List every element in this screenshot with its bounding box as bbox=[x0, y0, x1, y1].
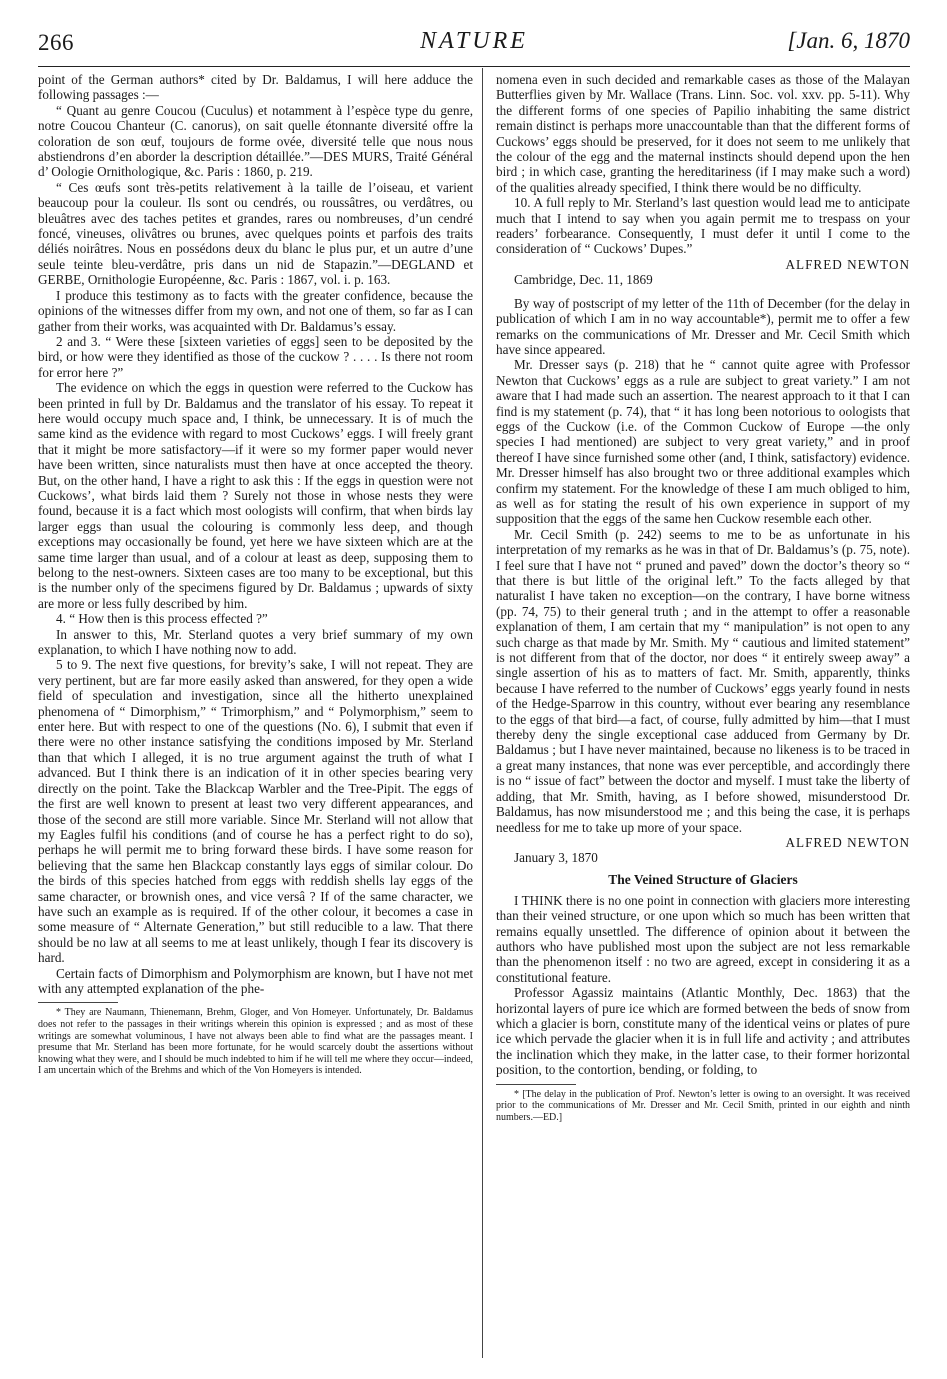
paragraph: Certain facts of Dimorphism and Polymorphism are known, but I have not met with any attempted explanation of the phe- bbox=[38, 965, 473, 996]
paragraph: I produce this testimony as to facts with the greater confidence, because the opinions of the witnesses differ from my own, and not one of them, so far as I can gather from their works, was acquainted with Dr. Baldamus’s essay. bbox=[38, 287, 473, 334]
paragraph: The evidence on which the eggs in question were referred to the Cuckow has been printed in full by Dr. Baldamus and the translator of his essay. To repeat it here would occupy much space and, I think, be unnecessary. It is of much the same kind as the evidence with regard to most Cuckows’ eggs. I will freely grant that it might be more satisfactory—if it were so my former paper would never have been written, since naturalists must then have at once accepted the theory. But, on the other hand, I have a right to ask this : If the eggs in question were not Cuckows’, what birds laid them ? Surely not those in whose nests they were found, because it is a fact which most oologists will confirm, that when birds lay larger eggs than usual the colouring is commonly less deep, and though exceptions may occasionally be found, yet here we have sixteen which are at the same time larger than usual, and of a colour at least as deep, supposing them to belong to the nest-owners. Sixteen cases are too many to be exceptional, but this is the number only of the specimens figured by Dr. Baldamus ; upwards of sixty are more or less fully described by him. bbox=[38, 380, 473, 611]
signature: ALFRED NEWTON bbox=[785, 834, 910, 850]
paragraph: point of the German authors* cited by Dr. Baldamus, I will here adduce the following passages :— bbox=[38, 72, 473, 103]
article-paragraph: I THINK there is no one point in connection with glaciers more interesting than their veined structure, or one upon which so much has been written that remains equally unsettled. The difference of opinion about it between the authors who have published most upon the subject are not less remarkable than the phenomenon itself : no two are agreed, except in considering it as a constitutional feature. bbox=[496, 892, 910, 985]
quote-des-murs: “ Quant au genre Coucou (Cuculus) et notamment à l’espèce type du genre, notre Coucou Chanteur (C. canorus), on sait quelle étonnante diversité offre la coloration de son œuf, toujours de forme ovée, diversité telle que nous nous abstiendrons d’en aborder la description détaillée.”—DES MURS, Traité Général d’ Oologie Ornithologique, &c. Paris : 1860, p. 219. bbox=[38, 102, 473, 180]
article-title: The Veined Structure of Glaciers bbox=[608, 871, 798, 887]
right-footnote bbox=[496, 1089, 910, 1124]
paragraph: nomena even in such decided and remarkable cases as those of the Malayan Butterflies given by Mr. Wallace (Trans. Linn. Soc. vol. xxv. pp. 5-11). Why the different forms of one species of Papilio inhabiting the same district remain distinct is perhaps more unaccountable than that the different forms of Cuckows’ eggs should be preserved, for it does not seem to me unlikely that the colour of the egg and the maternal instincts should depend upon the hen bird ; in which case, granting the hereditariness (if I may make such a word) of the qualities already specified, I think there would be no difficulty. bbox=[496, 72, 910, 195]
paragraph: Mr. Cecil Smith (p. 242) seems to me to be as unfortunate in his interpretation of my remarks as he was in that of Dr. Baldamus’s (p. 75, note). I feel sure that I have not “ pruned and paved” down the doctor’s theory so “ that there is but little of the original left.” To the facts alleged by that naturalist I have taken no exception—on the contrary, I have borne witness (pp. 74, 75) to their general truth ; and in the attempt to offer a reasonable explanation of them, I am certain that my “ manipulation” is not open to any such charge as that made by Mr. Smith. My “ cautious and limited statement” is not different from that of the doctor, nor does “ it entirely sweep away” a single assertion of his as to matters of fact. Mr. Smith, apparently, thinks because I have referred to the number of Cuckows’ eggs yearly found in nests of the Hedge-Sparrow in this country, without ever bearing any resemblance to the eggs of that bird—a fact, of course, fully admitted by him—that I must thereby deny the single exceptional case adduced from Germany by Dr. Baldamus ; but I have never maintained, because no likeness is to be traced in a great many instances, that none was ever perceptible, and accordingly there is no “ issue of fact” between the doctor and myself. I must take the liberty of adding, that Mr. Smith, having, as I before showed, misunderstood Dr. Baldamus, has now misunderstood me ; and this being the case, it is perhaps needless for me to take up more of your space. bbox=[496, 526, 910, 835]
left-column bbox=[38, 72, 473, 1077]
footnote-rule bbox=[496, 1084, 576, 1085]
question-4: 4. “ How then is this process effected ?” bbox=[56, 611, 268, 627]
signature: ALFRED NEWTON bbox=[785, 256, 910, 272]
footnote-rule bbox=[38, 1002, 118, 1003]
questions-5-9: 5 to 9. The next five questions, for brevity’s sake, I will not repeat. They are very pertinent, but are far more easily asked than answered, for they open a wide field of speculation and investigation, since all the hitherto unexplained phenomena of “ Dimorphism,” “ Trimorphism,” and “ Polymorphism,” seem to enter here. But with respect to one of the questions (No. 6), I submit that even if there were no other instance satisfying the conditions imposed by Mr. Sterland than that which I alleged, it is no true argument against the truth of what I advanced. But I think there is an indication of it in other species bearing very directly on the point. Take the Blackcap Warbler and the Tree-Pipit. The eggs of the first are well known to present at least two very different appearances, and those of the second are still more variable. Since Mr. Sterland will not allow that my Eagles fulfil his conditions (and of course he has a perfect right to do so), perhaps he will permit me to bring forward these birds. I have some reason for believing that the same hen Blackcap constantly lays eggs of similar colour. Do the birds of this species hatched from eggs with reddish shells lay eggs of the same character, or brownish ones, and vice versâ ? If of the same character, we have such an example as is required. If of the other colour, it becomes a case in some measure of “ Alternate Generation,” but still reducible to a law. That there should be no law at all seems to me at least unlikely, though I fear its discovery is hard. bbox=[38, 657, 473, 966]
right-column bbox=[496, 72, 910, 1123]
paragraph: 10. A full reply to Mr. Sterland’s last question would lead me to anticipate much that I intend to say when you again permit me to trespass on your readers’ forbearance. Consequently, I must defer it until I come to the consideration of “ Cuckows’ Dupes.” bbox=[496, 195, 910, 257]
postscript-paragraph: By way of postscript of my letter of the 11th of December (for the delay in publication of which I am in no way accountable*), permit me to offer a few remarks on the communications of Mr. Dresser and Mr. Cecil Smith which have since appeared. bbox=[496, 295, 910, 357]
header-rule bbox=[38, 66, 910, 67]
page-header bbox=[38, 24, 910, 64]
column-divider bbox=[482, 68, 483, 1358]
issue-date: [Jan. 6, 1870 bbox=[787, 28, 910, 53]
journal-title: NATURE bbox=[420, 28, 528, 54]
paragraph: In answer to this, Mr. Sterland quotes a very brief summary of my own explanation, to which I have nothing now to add. bbox=[38, 626, 473, 658]
question-2-3: 2 and 3. “ Were these [sixteen varieties of eggs] seen to be deposited by the bird, or how were they identified as those of the cuckow ? . . . . Is there not room for error here ?” bbox=[38, 333, 473, 380]
dateline: Cambridge, Dec. 11, 1869 bbox=[514, 272, 653, 288]
quote-degland-gerbe: “ Ces œufs sont très-petits relativement à la taille de l’oiseau, et varient beaucoup pour la couleur. Ils sont ou cendrés, ou roussâtres, ou verdâtres, ou bleuâtres avec des taches petites et grandes, rares ou nombreuses, d’un cendré foncé, vineuses, olivâtres ou brunes, avec quelques points et parfois des traits déliés noirâtres. Nous en possédons deux du blanc le plus pur, et un autre d’une seule teinte bleu-verdâtre, pris dans un nid de Stapazin.”—DEGLAND et GERBE, Ornithologie Européenne, &c. Paris : 1867, vol. i. p. 163. bbox=[38, 179, 473, 288]
paragraph: Mr. Dresser says (p. 218) that he “ cannot quite agree with Professor Newton that Cuckows’ eggs as a rule are subject to great variety.” I am not aware that I had made such an assertion. The nearest approach to it that I can find is my statement (p. 74), that “ it has long been notorious to oologists that eggs of the Cuckow (i.e. of the Common Cuckow of Europe —the only species I had mentioned) are subject to very great variety,” and in proof thereof I have since furnished some other (and, I think, satisfactory) evidence. Mr. Dresser himself has also brought two or three additional examples which confirm my statement. For the knowledge of these I am much obliged to him, as well as for stating the result of his own experience in support of my supposition that the eggs of the same hen Cuckow resemble each other. bbox=[496, 357, 910, 527]
left-footnote bbox=[38, 1007, 473, 1077]
footnote-text: * They are Naumann, Thienemann, Brehm, Gloger, and Von Homeyer. Unfortunately, Dr. Baldamus does not refer to the passages in their writings wherein this opinion is expressed ; and as most of these writings are somewhat voluminous, I have not always been able to find what are the passages meant. I presume that Mr. Sterland has been more fortunate, for he would scarcely doubt the assertions without knowing what they were, and I should be much indebted to him if he will tell me where they occur—indeed, I am uncertain which of the Brehms and which of the Von Homeyers is intended. bbox=[38, 1007, 473, 1077]
dateline: January 3, 1870 bbox=[514, 850, 598, 866]
article-paragraph: Professor Agassiz maintains (Atlantic Monthly, Dec. 1863) that the horizontal layers of pure ice which are formed between the beds of snow from which a glacier is born, constitute many of the identical veins or plates of pure ice which pervade the glacier when it is in full life and activity ; and attributes the inclination which they make, in the latter case, to their former horizontal position, to the contortion, bending, or folding, to bbox=[496, 985, 910, 1078]
page-number: 266 bbox=[38, 30, 74, 55]
footnote-text: * [The delay in the publication of Prof. Newton’s letter is owing to an oversight. It was received prior to the communications of Mr. Dresser and Mr. Cecil Smith, printed in our eighth and ninth numbers.—ED.] bbox=[496, 1088, 910, 1123]
